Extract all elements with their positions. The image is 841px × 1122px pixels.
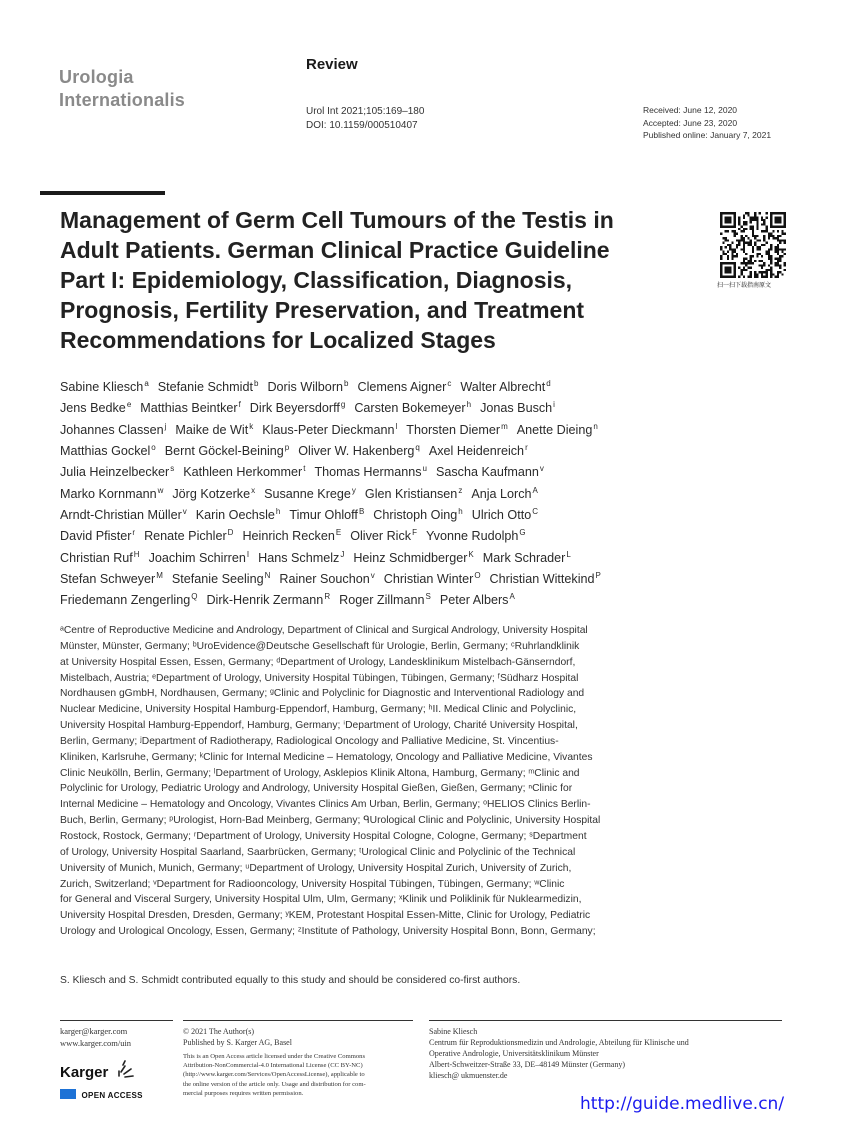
publisher-email[interactable]: karger@karger.com xyxy=(60,1026,128,1036)
author-name-text: Christian Ruf xyxy=(60,550,133,565)
journal-name-line2: Internationalis xyxy=(59,90,186,110)
author-name xyxy=(149,551,250,565)
author-affiliation-mark: E xyxy=(335,528,342,538)
license-line: (http://www.karger.com/Services/OpenAccessLicense), applicable to xyxy=(183,1071,365,1079)
license-line: This is an Open Access article licensed under the Creative Commons xyxy=(183,1053,366,1060)
publisher: Published by S. Karger AG, Basel xyxy=(183,1038,292,1047)
author-name-text: Ulrich Otto xyxy=(471,508,532,523)
author-affiliation-mark: P xyxy=(595,571,601,581)
author-name-text: Dirk-Henrik Zermann xyxy=(206,593,324,608)
affiliation-line: Urology and Urological Oncology, Essen, Germany; ᶻInstitute of Pathology, University Hospital Bonn, Bonn, Germany; xyxy=(60,926,596,938)
citation xyxy=(306,105,424,133)
author-affiliation-mark: i xyxy=(553,400,555,410)
author-name xyxy=(471,487,538,501)
affiliation-line: Nuclear Medicine, University Hospital Hamburg-Eppendorf, Hamburg, Germany; ʰII. Medical Clinic and Polyclinic, xyxy=(60,704,577,716)
author-name-text: Kathleen Herkommer xyxy=(183,465,303,480)
author-name-text: Johannes Classen xyxy=(60,422,164,437)
author-affiliation-mark: m xyxy=(501,421,508,431)
publisher-contact xyxy=(60,1026,131,1049)
license-line: Attribution-NonCommercial-4.0 International License (CC BY-NC) xyxy=(183,1062,363,1070)
author-affiliation-mark: v xyxy=(370,571,375,581)
author-affiliation-mark: N xyxy=(264,571,271,581)
author-name-text: Axel Heidenreich xyxy=(428,444,525,459)
title-line: Part I: Epidemiology, Classification, Diagnosis, xyxy=(60,267,573,293)
author-name-text: Friedemann Zengerling xyxy=(60,593,191,608)
author-name-text: Anette Dieing xyxy=(516,422,593,437)
correspondence xyxy=(429,1026,769,1081)
author-name xyxy=(158,380,259,394)
author-name-text: Dirk Beyersdorff xyxy=(249,401,340,416)
author-affiliation-mark: r xyxy=(132,528,136,538)
author-affiliation-mark: K xyxy=(468,549,474,559)
license-line: mercial purposes requires written permission. xyxy=(183,1089,304,1097)
author-name xyxy=(354,401,471,415)
author-name xyxy=(429,444,528,458)
author-name xyxy=(440,593,515,607)
author-name xyxy=(373,508,462,522)
author-name-text: Bernt Göckel-Beining xyxy=(164,444,284,459)
author-name xyxy=(483,551,571,565)
correspondence-line: kliesch@ ukmuenster.de xyxy=(429,1071,508,1080)
license-text xyxy=(183,1052,413,1098)
author-affiliation-mark: L xyxy=(566,549,571,559)
author-affiliation-mark: b xyxy=(344,379,349,388)
author-affiliation-mark: Q xyxy=(191,592,198,602)
affiliation-line: at University Hospital Essen, Essen, Germany; ᵈDepartment of Urology, Landesklinikum Mistelbach-Gänserndorf, xyxy=(60,656,576,668)
author-line xyxy=(60,569,680,590)
karger-burst-icon xyxy=(115,1060,137,1080)
author-affiliation-mark: C xyxy=(532,507,538,517)
author-affiliation-mark: r xyxy=(525,443,528,453)
author-name xyxy=(60,444,156,458)
citation-volume: Urol Int 2021;105:169–180 xyxy=(306,106,425,117)
author-name xyxy=(279,572,374,586)
author-name-text: Stefanie Schmidt xyxy=(157,380,253,394)
correspondence-line: Centrum für Reproduktionsmedizin und Andrologie, Abteilung für Klinische und xyxy=(429,1038,689,1047)
author-name-text: Stefanie Seeling xyxy=(171,572,264,587)
journal-name xyxy=(59,66,185,112)
author-name-text: Susanne Krege xyxy=(264,486,351,501)
author-name-text: Glen Kristiansen xyxy=(364,486,458,501)
author-name-text: Marko Kornmann xyxy=(60,486,157,501)
author-name-text: Joachim Schirren xyxy=(148,550,246,565)
author-affiliation-mark: J xyxy=(340,549,345,559)
title-line: Adult Patients. German Clinical Practice Guideline xyxy=(60,237,610,263)
author-name-text: Christoph Oing xyxy=(373,508,458,523)
affiliations xyxy=(60,623,670,940)
author-name xyxy=(175,423,253,437)
author-line xyxy=(60,441,680,462)
author-name xyxy=(289,508,364,522)
author-name-text: Heinz Schmidberger xyxy=(353,550,468,565)
author-affiliation-mark: S xyxy=(425,592,431,602)
author-affiliation-mark: A xyxy=(509,592,515,602)
author-name xyxy=(357,380,451,394)
author-name-text: Anja Lorch xyxy=(471,486,532,501)
journal-name-line1: Urologia xyxy=(59,67,134,87)
author-line xyxy=(60,526,680,547)
affiliation-line: Berlin, Germany; ʲDepartment of Radiotherapy, Radiological Oncology and Palliative Medicine, St. Vincentius- xyxy=(60,735,559,747)
correspondence-line: Albert-Schweitzer-Straße 33, DE–48149 Münster (Germany) xyxy=(429,1060,626,1069)
citation-doi[interactable]: DOI: 10.1159/000510407 xyxy=(306,120,418,131)
author-name xyxy=(384,572,481,586)
author-name xyxy=(262,423,397,437)
affiliation-line: of Urology, University Hospital Saarland, Saarbrücken, Germany; ᵗUrological Clinic and Polyclinic of the Technical xyxy=(60,846,576,858)
author-name xyxy=(196,508,281,522)
author-name xyxy=(350,529,417,543)
author-name xyxy=(365,487,462,501)
author-affiliation-mark: O xyxy=(474,571,481,581)
author-name-text: Yvonne Rudolph xyxy=(425,529,519,544)
author-name-text: Rainer Souchon xyxy=(279,572,370,587)
author-affiliation-mark: l xyxy=(395,421,398,431)
author-line xyxy=(60,462,680,483)
author-name-text: Stefan Schweyer xyxy=(60,572,156,587)
author-name-text: Jörg Kotzerke xyxy=(172,486,251,501)
open-access-badge xyxy=(60,1089,143,1100)
author-name-text: Matthias Beintker xyxy=(140,401,238,416)
qr-caption: 扫一扫下载指南原文 xyxy=(717,282,772,289)
affiliation-line: Rostock, Rostock, Germany; ʳDepartment of Urology, University Hospital Cologne, Cologne, Germany; ˢDepartment xyxy=(60,830,587,842)
author-name-text: Oliver W. Hakenberg xyxy=(298,444,415,459)
author-affiliation-mark: h xyxy=(275,507,281,517)
author-name xyxy=(183,465,305,479)
author-affiliation-mark: c xyxy=(447,379,452,388)
author-name-text: Christian Winter xyxy=(383,572,474,587)
author-affiliation-mark: H xyxy=(133,549,140,559)
author-affiliation-mark: g xyxy=(340,400,346,410)
author-name xyxy=(267,380,348,394)
author-affiliation-mark: G xyxy=(519,528,526,538)
author-affiliation-mark: o xyxy=(151,443,156,453)
author-name xyxy=(60,487,163,501)
author-name-text: Jens Bedke xyxy=(60,401,126,416)
author-name-text: Klaus-Peter Dieckmann xyxy=(262,422,395,437)
author-name xyxy=(298,444,420,458)
author-affiliation-mark: y xyxy=(351,485,356,495)
author-name-text: Thorsten Diemer xyxy=(406,422,501,437)
author-affiliation-mark: u xyxy=(422,464,427,474)
affiliation-line: Münster, Münster, Germany; ᵇUroEvidence@Deutsche Gesellschaft für Urologie, Berlin, Germany; ᶜRuhrlandklinik xyxy=(60,640,580,652)
author-name-text: Carsten Bokemeyer xyxy=(354,401,466,416)
author-name-text: Roger Zillmann xyxy=(339,593,425,608)
author-line xyxy=(60,484,680,505)
author-name xyxy=(60,572,163,586)
author-name xyxy=(206,593,330,607)
affiliation-line: for General and Visceral Surgery, University Hospital Ulm, Ulm, Germany; ˣKlinik und Poliklinik für Nuklearmedizin, xyxy=(60,894,582,906)
author-name xyxy=(172,572,271,586)
author-affiliation-mark: k xyxy=(249,421,254,431)
author-name-text: Sascha Kaufmann xyxy=(435,465,539,480)
license-block xyxy=(183,1026,413,1098)
author-name xyxy=(60,423,166,437)
karger-logo xyxy=(60,1060,137,1081)
co-first-author-note: S. Kliesch and S. Schmidt contributed equally to this study and should be considered co-first authors. xyxy=(60,975,521,986)
title-line: Management of Germ Cell Tumours of the Testis in xyxy=(60,207,614,233)
publisher-web[interactable]: www.karger.com/uin xyxy=(60,1037,132,1048)
author-line xyxy=(60,420,680,441)
affiliation-line: Nordhausen gGmbH, Nordhausen, Germany; ᵍClinic and Polyclinic for Diagnostic and Interventional Radiology and xyxy=(60,688,585,700)
author-affiliation-mark: a xyxy=(144,379,149,388)
author-affiliation-mark: D xyxy=(227,528,234,538)
author-name-text: Clemens Aigner xyxy=(357,380,447,394)
affiliation-line: ᵃCentre of Reproductive Medicine and Andrology, Department of Clinical and Surgical Andrology, University Hospital xyxy=(60,625,588,636)
date-published: Published online: January 7, 2021 xyxy=(643,130,772,140)
author-name xyxy=(250,401,346,415)
author-name-text: Hans Schmelz xyxy=(258,550,340,565)
affiliation-line: Clinic Neukölln, Berlin, Germany; ˡDepartment of Urology, Asklepios Klinik Altona, Hamburg, Germany; ᵐClinic and xyxy=(60,767,580,779)
author-affiliation-mark: d xyxy=(546,379,551,388)
author-name-text: Arndt-Christian Müller xyxy=(60,508,182,523)
author-name xyxy=(339,593,431,607)
author-affiliation-mark: A xyxy=(532,485,538,495)
author-affiliation-mark: w xyxy=(157,485,164,495)
author-affiliation-mark: B xyxy=(358,507,365,517)
affiliation-line: Mistelbach, Austria; ᵉDepartment of Urology, University Hospital Tübingen, Tübingen, Germany; ᶠSüdharz Hospital xyxy=(60,672,579,684)
author-affiliation-mark: q xyxy=(415,443,420,453)
affiliation-line: Buch, Berlin, Germany; ᵖUrologist, Horn-Bad Meinberg, Germany; ᑫUrological Clinic and Polyclinic, University Hospital xyxy=(60,815,601,827)
author-affiliation-mark: x xyxy=(251,485,256,495)
author-name-text: Heinrich Recken xyxy=(242,529,335,544)
karger-wordmark: Karger xyxy=(60,1064,109,1081)
correspondence-line: Operative Andrologie, Universitätsklinikum Münster xyxy=(429,1049,599,1058)
author-name xyxy=(60,380,149,394)
section-label: Review xyxy=(306,56,358,73)
author-affiliation-mark: h xyxy=(458,507,463,517)
author-name-text: Walter Albrecht xyxy=(460,380,546,394)
author-name xyxy=(60,593,197,607)
author-affiliation-mark: I xyxy=(246,549,250,559)
author-line xyxy=(60,398,680,419)
publication-dates xyxy=(643,104,771,142)
author-name xyxy=(60,529,135,543)
author-affiliation-mark: s xyxy=(170,464,175,474)
author-name-text: Maike de Wit xyxy=(175,422,249,437)
author-name-text: Oliver Rick xyxy=(350,529,412,544)
author-name-text: Matthias Gockel xyxy=(60,444,151,459)
author-affiliation-mark: b xyxy=(253,379,259,388)
affiliation-line: Internal Medicine – Hematology and Oncology, Vivantes Clinics Am Urban, Berlin, Germany; ᵒHELIOS Clinics Berlin- xyxy=(60,799,591,811)
affiliation-line: University Hospital Dresden, Dresden, Germany; ʸKEM, Protestant Hospital Essen-Mitte, Clinic for Urology, Pediatric xyxy=(60,910,591,922)
author-name xyxy=(472,508,538,522)
affiliation-line: Polyclinic for Urology, Pediatric Urology and Andrology, University Hospital Gießen, Gießen, Germany; ⁿClinic for xyxy=(60,783,573,795)
author-name xyxy=(60,551,140,565)
title-line: Recommendations for Localized Stages xyxy=(60,327,496,353)
license-line: the online version of the article only. Usage and distribution for com- xyxy=(183,1080,366,1088)
author-name-text: Christian Wittekind xyxy=(489,572,595,587)
author-name-text: Doris Wilborn xyxy=(267,380,344,394)
footer-rule-middle xyxy=(183,1020,413,1021)
author-affiliation-mark: n xyxy=(593,421,598,431)
open-access-label: OPEN ACCESS xyxy=(81,1091,143,1100)
author-name-text: Mark Schrader xyxy=(482,550,566,565)
author-name xyxy=(165,444,289,458)
author-affiliation-mark: v xyxy=(539,464,544,474)
open-access-icon xyxy=(60,1089,76,1099)
footer-rule-right xyxy=(429,1020,782,1021)
affiliation-line: University Hospital Hamburg-Eppendorf, Hamburg, Germany; ⁱDepartment of Urology, Charité University Hospital, xyxy=(60,720,578,732)
author-affiliation-mark: j xyxy=(164,421,167,431)
author-name xyxy=(258,551,344,565)
date-received: Received: June 12, 2020 xyxy=(643,105,738,115)
author-name xyxy=(144,529,233,543)
author-line xyxy=(60,505,680,526)
author-affiliation-mark: z xyxy=(458,485,463,495)
author-line xyxy=(60,377,680,398)
author-affiliation-mark: F xyxy=(412,528,417,538)
watermark-url[interactable]: http://guide.medlive.cn/ xyxy=(580,1094,785,1114)
author-name xyxy=(517,423,598,437)
author-name-text: Peter Albers xyxy=(439,593,509,608)
author-name-text: David Pfister xyxy=(60,529,132,544)
author-affiliation-mark: v xyxy=(182,507,187,517)
author-name xyxy=(436,465,544,479)
author-name xyxy=(426,529,526,543)
author-affiliation-mark: M xyxy=(156,571,163,581)
author-affiliation-mark: R xyxy=(324,592,331,602)
author-name xyxy=(242,529,341,543)
author-name xyxy=(460,380,550,394)
author-name xyxy=(264,487,356,501)
affiliation-line: Kliniken, Karlsruhe, Germany; ᵏClinic for Internal Medicine – Hematology, Oncology and Palliative Medicine, Vivantes xyxy=(60,751,593,763)
author-name xyxy=(406,423,507,437)
author-name-text: Sabine Kliesch xyxy=(60,380,144,394)
author-list xyxy=(60,377,680,612)
affiliation-line: Zurich, Switzerland; ᵛDepartment for Radiooncology, University Hospital Tübingen, Tübingen, Germany; ʷClinic xyxy=(60,878,565,890)
qr-code[interactable] xyxy=(720,212,786,278)
author-name-text: Karin Oechsle xyxy=(195,508,275,523)
author-affiliation-mark: f xyxy=(238,400,241,410)
author-name xyxy=(140,401,241,415)
author-name xyxy=(480,401,555,415)
date-accepted: Accepted: June 23, 2020 xyxy=(643,117,738,128)
author-name xyxy=(172,487,255,501)
author-name-text: Renate Pichler xyxy=(144,529,227,544)
author-line xyxy=(60,590,680,611)
author-affiliation-mark: t xyxy=(303,464,306,474)
copyright: © 2021 The Author(s) xyxy=(183,1027,255,1036)
author-name xyxy=(490,572,601,586)
footer-rule-left xyxy=(60,1020,173,1021)
author-affiliation-mark: e xyxy=(126,400,132,410)
author-name xyxy=(314,465,427,479)
author-name-text: Timur Ohloff xyxy=(289,508,358,523)
author-name xyxy=(60,508,187,522)
author-name-text: Thomas Hermanns xyxy=(314,465,422,480)
author-name-text: Jonas Busch xyxy=(480,401,553,416)
author-line xyxy=(60,548,680,569)
author-affiliation-mark: p xyxy=(284,443,290,453)
author-name xyxy=(60,401,131,415)
correspondence-line: Sabine Kliesch xyxy=(429,1027,478,1036)
author-name xyxy=(60,465,174,479)
title-line: Prognosis, Fertility Preservation, and Treatment xyxy=(60,297,585,323)
title-rule xyxy=(40,191,165,195)
author-affiliation-mark: h xyxy=(466,400,472,410)
author-name xyxy=(353,551,473,565)
article-title xyxy=(60,205,700,355)
author-name-text: Julia Heinzelbecker xyxy=(60,465,170,480)
affiliation-line: University of Munich, Munich, Germany; ᵘDepartment of Urology, University Hospital Zurich, University of Zurich, xyxy=(60,862,572,874)
